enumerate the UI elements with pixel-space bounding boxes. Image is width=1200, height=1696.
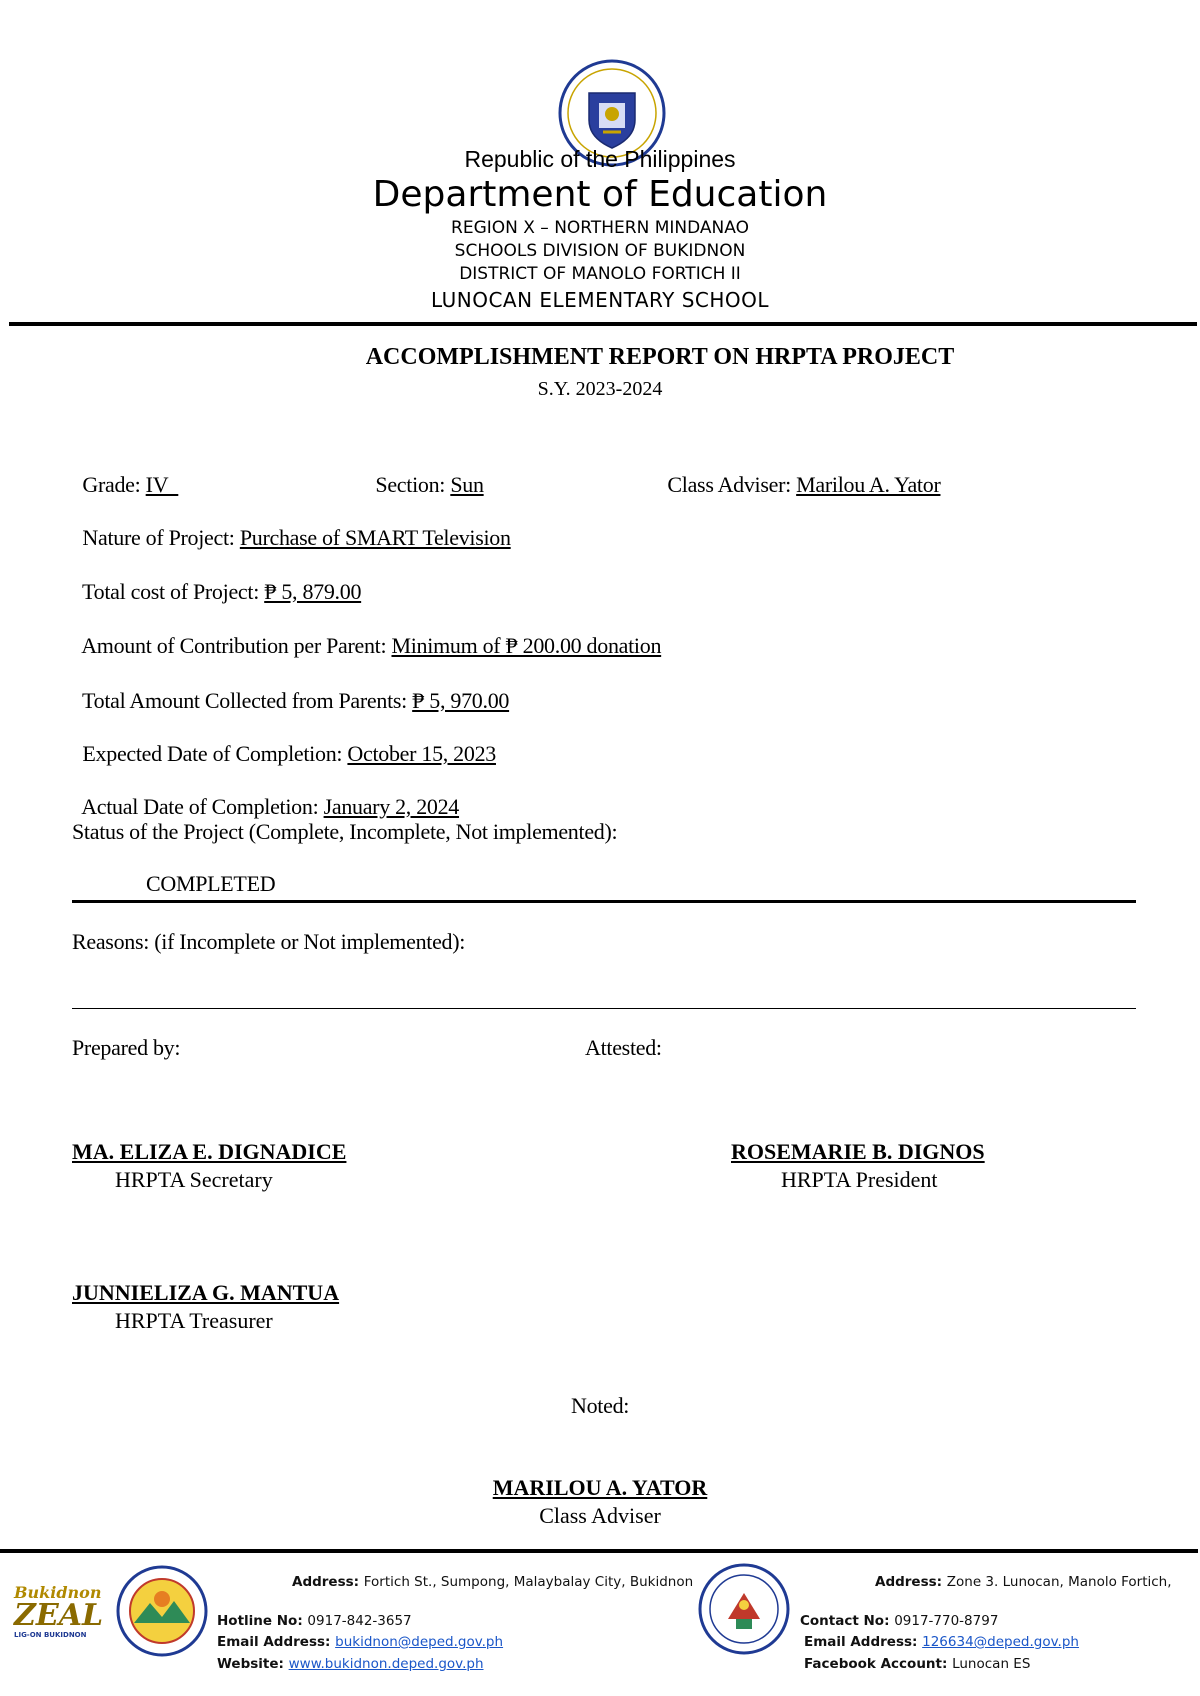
school-address [875,1574,1172,1590]
zeal-logo-bottom: LIG-ON BUKIDNON [14,1631,87,1639]
expected-row [72,715,496,767]
contribution-label: Amount of Contribution per Parent: [81,633,392,658]
zeal-logo-main: ZEAL [14,1598,104,1633]
expected-label: Expected Date of Completion: [82,741,348,766]
school-year: S.Y. 2023-2024 [537,378,663,400]
contribution-row [72,607,661,659]
expected-value: October 15, 2023 [347,741,496,766]
report-title: ACCOMPLISHMENT REPORT ON HRPTA PROJECT [365,344,955,370]
region-line: REGION X – NORTHERN MINDANAO [451,218,749,238]
treasurer-name: JUNNIELIZA G. MANTUA [72,1280,340,1305]
school-facebook [804,1656,1030,1672]
department-title: Department of Education [372,174,828,215]
adviser-value: Marilou A. Yator [796,472,941,497]
section-row [365,446,484,498]
status-value: COMPLETED [146,871,276,896]
cost-row [72,553,361,605]
grade-label: Grade: [82,472,146,497]
collected-value: ₱ 5, 970.00 [412,688,510,713]
division-website-link[interactable]: www.bukidnon.deped.gov.ph [288,1656,484,1672]
zeal-logo-top: Bukidnon [14,1583,102,1602]
bukidnon-zeal-logo [14,1585,114,1645]
division-address-label: Address: [292,1574,364,1590]
grade-row [72,446,178,498]
section-value: Sun [450,472,484,497]
school-facebook-value: Lunocan ES [952,1656,1031,1672]
footer-divider [0,1549,1198,1553]
secretary-name: MA. ELIZA E. DIGNADICE [72,1139,347,1164]
school-address-value: Zone 3. Lunocan, Manolo Fortich, [946,1574,1172,1590]
secretary-role: HRPTA Secretary [115,1167,273,1192]
school-contact-label: Contact No: [800,1613,895,1629]
status-underline [72,900,1136,903]
president-name: ROSEMARIE B. DIGNOS [731,1139,985,1164]
cost-value: ₱ 5, 879.00 [264,579,362,604]
division-line: SCHOOLS DIVISION OF BUKIDNON [454,241,746,261]
status-label: Status of the Project (Complete, Incomplete, Not implemented): [72,819,618,844]
school-contact [800,1613,998,1629]
actual-row [72,768,459,820]
division-website [217,1656,484,1672]
attested-label: Attested: [585,1035,662,1060]
lunocan-school-seal-logo [698,1563,790,1655]
division-address-value: Fortich St., Sumpong, Malaybalay City, Bukidnon [363,1574,694,1590]
division-email-link[interactable]: bukidnon@deped.gov.ph [335,1634,504,1650]
division-hotline [217,1613,412,1629]
collected-row [72,662,509,714]
reasons-label: Reasons: (if Incomplete or Not implemented): [72,929,466,954]
treasurer-role: HRPTA Treasurer [115,1308,273,1333]
division-email-label: Email Address: [217,1634,336,1650]
actual-label: Actual Date of Completion: [81,794,324,819]
adviser-label: Class Adviser: [667,472,797,497]
division-email [217,1634,503,1650]
noted-label: Noted: [571,1393,630,1418]
school-facebook-label: Facebook Account: [804,1656,953,1672]
school-email-link[interactable]: 126634@deped.gov.ph [922,1634,1079,1650]
division-address [292,1574,693,1590]
school-email [804,1634,1079,1650]
president-role: HRPTA President [781,1167,938,1192]
division-seal-logo [116,1565,208,1657]
actual-value: January 2, 2024 [323,794,460,819]
adviser-role: Class Adviser [539,1503,661,1528]
cost-label: Total cost of Project: [82,579,265,604]
nature-value: Purchase of SMART Television [239,525,511,550]
section-label: Section: [375,472,451,497]
school-email-label: Email Address: [804,1634,923,1650]
adviser-name: MARILOU A. YATOR [492,1475,708,1500]
school-address-label: Address: [875,1574,947,1590]
district-line: DISTRICT OF MANOLO FORTICH II [459,264,741,284]
division-hotline-label: Hotline No: [217,1613,308,1629]
collected-label: Total Amount Collected from Parents: [82,688,413,713]
header-divider [9,322,1197,326]
adviser-row [657,446,940,498]
school-contact-value: 0917-770-8797 [894,1613,999,1629]
reasons-line [72,1008,1136,1009]
contribution-value: Minimum of ₱ 200.00 donation [391,633,662,658]
division-website-label: Website: [217,1656,289,1672]
nature-row [72,499,511,551]
prepared-label: Prepared by: [72,1035,181,1060]
nature-label: Nature of Project: [82,525,240,550]
school-name: LUNOCAN ELEMENTARY SCHOOL [430,288,770,312]
republic-line: Republic of the Philippines [464,146,736,172]
grade-value: IV [145,472,179,497]
division-hotline-value: 0917-842-3657 [307,1613,412,1629]
